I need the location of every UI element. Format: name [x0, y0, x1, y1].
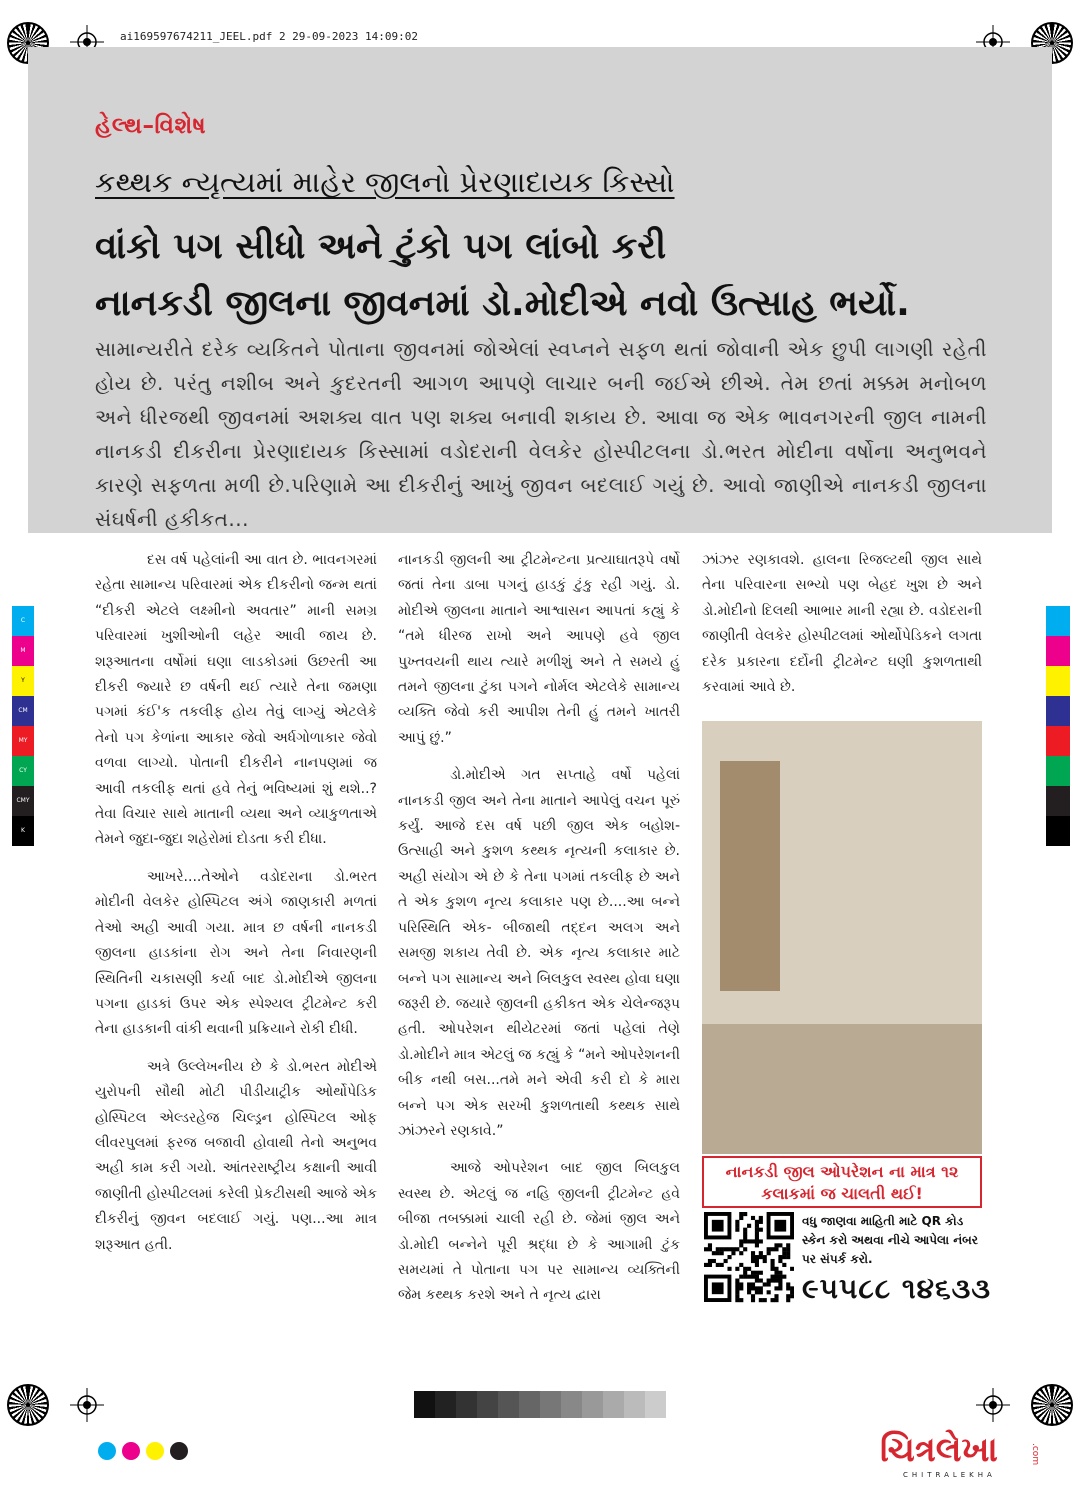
article-photo	[702, 721, 982, 1154]
article-headline	[95, 218, 995, 332]
print-slug: ai169597674211_JEEL.pdf 2 29-09-2023 14:09:02	[120, 30, 419, 43]
color-swatch	[1046, 636, 1070, 666]
color-swatch: CMY	[12, 786, 34, 816]
sunburst-mark-bottom-left	[7, 1384, 49, 1426]
qr-instructions: વધુ જાણવા માહિતી માટે QR કોડ સ્કેન કરો અથવા નીચે આપેલા નંબર પર સંપર્ક કરો.	[802, 1214, 979, 1266]
gray-swatch	[435, 1391, 456, 1418]
gray-swatch	[477, 1391, 498, 1418]
color-swatch: CY	[12, 756, 34, 786]
color-swatch	[1046, 696, 1070, 726]
color-swatch: K	[12, 816, 34, 846]
color-swatch: MY	[12, 726, 34, 756]
color-dot	[146, 1442, 164, 1460]
registration-mark-bottom-left	[70, 1388, 104, 1422]
gray-swatch	[582, 1391, 603, 1418]
gray-swatch	[456, 1391, 477, 1418]
paragraph: નાનકડી જીલની આ ટ્રીટમેન્ટના પ્રત્યાઘાતરૂપે વર્ષો જતાં તેના ડાબા પગનું હાડકું ટુંકુ રહી ગયું. ડો. મોદીએ જીલના માતાને આશ્વાસન આપતાં કહ્યું કે “તમે ધીરજ રાખો અને આપણે હવે જીલ પુખ્તવયની થાય ત્યારે મળીશું અને તે સમયે હું તમને જીલના ટુંકા પગને નોર્મલ એટલેકે સામાન્ય વ્યક્તિ જેવો કરી આપીશ તેની હું તમને ખાતરી આપું છું.”	[398, 552, 680, 746]
paragraph: અત્રે ઉલ્લેખનીય છે કે ડો.ભરત મોદીએ યુરોપની સૌથી મોટી પીડીયાટ્રીક ઓર્થોપેડિક હોસ્પિટલ એલ્ડરહેજ ચિલ્ડ્રન હોસ્પિટલ ઓફ લીવરપુલમાં ફરજ બજાવી હોવાથી તેનો અનુભવ અહી કામ કરી ગયો. આંતરરાષ્ટ્રીય કક્ષાની આવી જાણીતી હોસ્પીટલમાં કરેલી પ્રેકટીસથી આજે એક દીકરીનું જીવન બદલાઈ ગયું. પણ...આ માત્ર શરૂઆત હતી.	[95, 1058, 377, 1253]
paragraph: આખરે....તેઓને વડોદરાના ડો.ભરત મોદીની વેલકેર હોસ્પિટલ અંગે જાણકારી મળતાં તેઓ અહી આવી ગયા. માત્ર છ વર્ષની નાનકડી જીલના હાડકાંના રોગ અને તેના નિવારણની સ્થિતિની ચકાસણી કર્યા બાદ ડો.મોદીએ જીલના પગના હાડકાં ઉપર એક સ્પેશ્યલ ટ્રીટમેન્ટ કરી તેના હાડકાની વાંકી થવાની પ્રક્રિયાને રોકી દીધી.	[95, 868, 377, 1038]
registration-mark-bottom-right	[976, 1388, 1010, 1422]
gray-swatch	[561, 1391, 582, 1418]
brand-logo-subtitle: CHITRALEKHA	[903, 1471, 996, 1479]
color-swatch	[1046, 666, 1070, 696]
paragraph: ઝાંઝર રણકાવશે. હાલના રિજલ્ટથી જીલ સાથે તેના પરિવારના સભ્યો પણ બેહદ ખુશ છે અને ડો.મોદીનો દિલથી આભાર માની રહ્યા છે. વડોદરાની જાણીતી વેલકેર હોસ્પીટલમાં ઓર્થોપેડિકને લગતા દરેક પ્રકારના દર્દોની ટ્રીટમેન્ટ ઘણી કુશળતાથી કરવામાં આવે છે.	[702, 552, 982, 696]
color-bar-right	[1046, 606, 1070, 846]
sunburst-mark-bottom-right	[1031, 1384, 1073, 1426]
color-swatch	[1046, 726, 1070, 756]
section-kicker: હેલ્થ–વિશેષ	[95, 113, 207, 139]
gray-swatch	[645, 1391, 666, 1418]
article-subhead: કથ્થક ન્યૃત્યમાં માહેર જીલનો પ્રેરણાદાયક કિસ્સો	[95, 165, 675, 199]
gray-swatch	[414, 1391, 435, 1418]
color-swatch: C	[12, 606, 34, 636]
color-dot	[122, 1442, 140, 1460]
contact-phone: ૯૫૫૮૮ ૧૪૬૩૩	[802, 1272, 991, 1305]
body-column-3	[702, 548, 982, 712]
gray-swatch	[624, 1391, 645, 1418]
color-dot	[98, 1442, 116, 1460]
body-column-1	[95, 548, 377, 1270]
color-bar-left	[12, 606, 34, 846]
paragraph: ડો.મોદીએ ગત સપ્તાહે વર્ષો પહેલાં નાનકડી જીલ અને તેના માતાને આપેલું વચન પૂરું કર્યું. આજે દસ વર્ષ પછી જીલ એક બહોશ- ઉત્સાહી અને કુશળ કથ્થક નૃત્યની કલાકાર છે. અહી સંયોગ એ છે કે તેના પગમાં તકલીફ છે અને તે એક કુશળ નૃત્ય કલાકાર પણ છે....આ બન્ને પરિસ્થિતિ એક- બીજાથી તદ્દન અલગ અને સમજી શકાય તેવી છે. એક નૃત્ય કલાકાર માટે બન્ને પગ સામાન્ય અને બિલકુલ સ્વસ્થ હોવા ઘણા જરૂરી છે. જયારે જીલની હકીકત એક ચેલેન્જરૂપ હતી. ઓપરેશન થીયેટરમાં જતાં પહેલાં તેણે ડો.મોદીને માત્ર એટલું જ કહ્યું કે “મને ઓપરેશનની બીક નથી બસ...તમે મને એવી કરી દો કે મારા બન્ને પગ એક સરખી કુશળતાથી કથ્થક સાથે ઝાંઝરને રણકાવે.”	[398, 767, 680, 1139]
gray-swatch	[540, 1391, 561, 1418]
article-intro: સામાન્યરીતે દરેક વ્યકિતને પોતાના જીવનમાં જોએલાં સ્વપ્નને સફળ થતાં જોવાની એક છુપી લાગણી રહેતી હોય છે. પરંતુ નશીબ અને કુદરતની આગળ આપણે લાચાર બની જઈએ છીએ. તેમ છતાં મક્કમ મનોબળ અને ધીરજથી જીવનમાં અશક્ય વાત પણ શક્ય બનાવી શકાય છે. આવા જ એક ભાવનગરની જીલ નામની નાનકડી દીકરીના પ્રેરણાદાયક કિસ્સામાં વડોદરાની વેલકેર હોસ્પીટલના ડો.ભરત મોદીના વર્ષોના અનુભવને કારણે સફળતા મળી છે.પરિણામે આ દીકરીનું આખું જીવન બદલાઈ ગયું છે. આવો જાણીએ નાનકડી જીલના સંઘર્ષની હકીકત...	[95, 337, 987, 531]
color-swatch	[1046, 816, 1070, 846]
brand-logo: ચિત્રલેખા	[880, 1430, 998, 1470]
color-swatch	[1046, 786, 1070, 816]
qr-code[interactable]	[704, 1212, 794, 1304]
color-swatch	[1046, 756, 1070, 786]
color-swatch	[1046, 606, 1070, 636]
headline-line-1: વાંકો પગ સીધો અને ટુંકો પગ લાંબો કરી	[95, 226, 667, 267]
paragraph: આજે ઓપરેશન બાદ જીલ બિલકુલ સ્વસ્થ છે. એટલું જ નહિ જીલની ટ્રીટમેન્ટ હવે બીજા તબક્કામાં ચાલી રહી છે. જેમાં જીલ અને ડો.મોદી બન્નેને પૂરી શ્રદ્ધા છે કે આગામી ટુંક સમયમાં તે પોતાના પગ પર સામાન્ય વ્યક્તિની જેમ કથ્થક કરશે અને તે નૃત્ય દ્વારા	[398, 1160, 680, 1304]
gray-swatch	[498, 1391, 519, 1418]
paragraph: દસ વર્ષ પહેલાંની આ વાત છે. ભાવનગરમાં રહેતા સામાન્ય પરિવારમાં એક દીકરીનો જન્મ થતાં “દીકરી એટલે લક્ષ્મીનો અવતાર” માની સમગ્ર પરિવારમાં ખુશીઓની લહેર આવી જાય છે. શરૂઆતના વર્ષોમાં ઘણા લાડકોડમાં ઉછરતી આ દીકરી જ્યારે છ વર્ષની થઈ ત્યારે તેના જમણા પગમાં કંઈ'ક તકલીફ હોય તેવું લાગ્યું એટલેકે તેનો પગ કેળાંના આકાર જેવો અર્ધગોળાકાર જેવો વળવા લાગ્યો. પોતાની દીકરીને નાનપણમાં જ આવી તકલીફ થતાં હવે તેનું ભવિષ્યમાં શું થશે..? તેવા વિચાર સાથે માતાની વ્યથા અને વ્યાકુળતાએ તેમને જુદા-જુદા શહેરોમાં દોડતા કરી દીધા.	[95, 552, 377, 848]
color-swatch: CM	[12, 696, 34, 726]
color-dot	[170, 1442, 188, 1460]
gray-swatch	[519, 1391, 540, 1418]
color-swatch: M	[12, 636, 34, 666]
process-color-dots	[98, 1442, 188, 1460]
gray-scale-bar	[414, 1391, 666, 1418]
gray-swatch	[603, 1391, 624, 1418]
brand-logo-domain: .com	[1030, 1443, 1040, 1466]
color-swatch: Y	[12, 666, 34, 696]
headline-line-2: નાનકડી જીલના જીવનમાં ડો.મોદીએ નવો ઉત્સાહ ભર્યો.	[95, 283, 910, 324]
photo-caption: નાનકડી જીલ ઓપરેશન ના માત્ર ૧૨ કલાકમાં જ ચાલતી થઈ!	[702, 1156, 982, 1208]
body-column-2	[398, 548, 680, 1321]
